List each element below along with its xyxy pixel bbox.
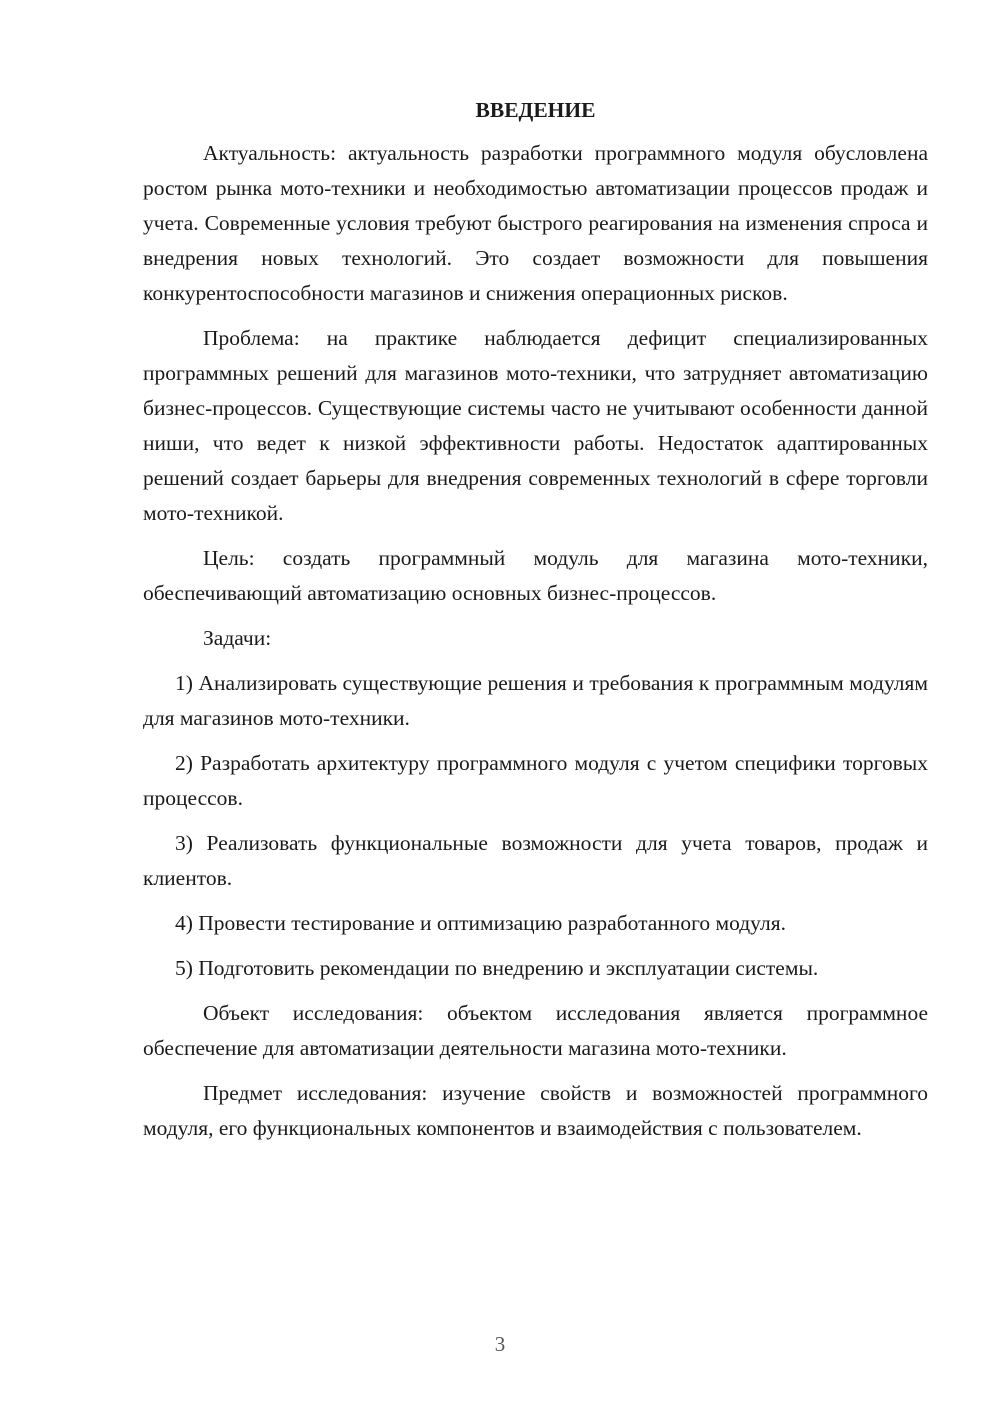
- relevance-paragraph: Актуальность: актуальность разработки программного модуля обусловлена ростом рынка мото-техники и необходимостью автоматизации процессов продаж и учета. Современные условия требуют быстрого реагирования на изменения спроса и внедрения новых технологий. Это создает возможности для повышения конкурентоспособности магазинов и снижения операционных рисков.: [143, 141, 928, 305]
- page-number: 3: [494, 1332, 506, 1356]
- object-paragraph: Объект исследования: объектом исследования является программное обеспечение для автоматизации деятельности магазина мото-техники.: [143, 1001, 928, 1060]
- tasks-title: Задачи:: [203, 626, 272, 650]
- section-heading: ВВЕДЕНИЕ: [475, 98, 596, 122]
- task-item: 2) Разработать архитектуру программного модуля с учетом специфики торговых процессов.: [143, 751, 928, 810]
- subject-paragraph: Предмет исследования: изучение свойств и возможностей программного модуля, его функциональных компонентов и взаимодействия с пользователем.: [143, 1081, 928, 1140]
- task-item: 3) Реализовать функциональные возможности для учета товаров, продаж и клиентов.: [143, 831, 928, 890]
- task-item: 1) Анализировать существующие решения и требования к программным модулям для магазинов мото-техники.: [143, 671, 928, 730]
- task-item: 4) Провести тестирование и оптимизацию разработанного модуля.: [175, 911, 786, 935]
- goal-paragraph: Цель: создать программный модуль для магазина мото-техники, обеспечивающий автоматизацию основных бизнес-процессов.: [143, 546, 928, 605]
- document-page: [143, 90, 928, 1156]
- task-item: 5) Подготовить рекомендации по внедрению и эксплуатации системы.: [175, 956, 819, 980]
- problem-paragraph: Проблема: на практике наблюдается дефицит специализированных программных решений для магазинов мото-техники, что затрудняет автоматизацию бизнес-процессов. Существующие системы часто не учитывают особенности данной ниши, что ведет к низкой эффективности работы. Недостаток адаптированных решений создает барьеры для внедрения современных технологий в сфере торговли мото-техникой.: [143, 326, 928, 525]
